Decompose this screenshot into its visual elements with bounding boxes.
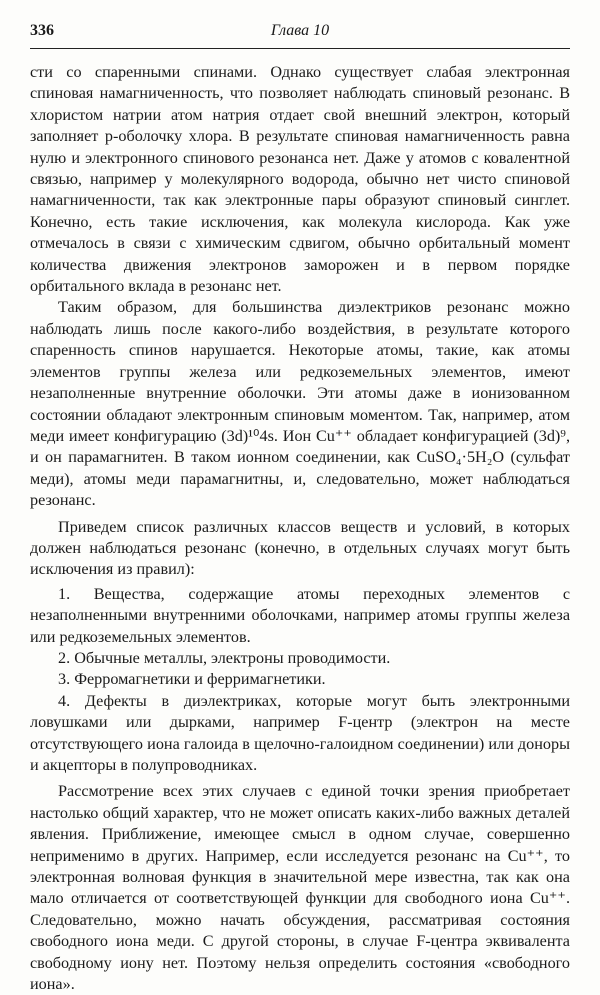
list-item: 1. Вещества, содержащие атомы переходных элементов с незаполненными внутренними оболочками, например атомы группы железа или редкоземельных элементов. [30, 584, 570, 646]
paragraph: сти со спаренными спинами. Однако существует слабая электронная спиновая намагниченность, что позволяет наблюдать спиновый резонанс. В хлористом натрии атом натрия отдает свой внешний электрон, который заполняет p-оболочку хлора. В результате спиновая намагниченность равна нулю и электронного спинового резонанса нет. Даже у атомов с ковалентной связью, например у молекулярного водорода, обычно нет чисто спиновой намагниченности, так как электронные пары образуют спиновый синглет. Конечно, есть такие исключения, как молекула кислорода. Как уже отмечалось в связи с химическим сдвигом, обычно орбитальный момент количества движения электронов заморожен и в первом порядке орбитального вклада в резонанс нет. [30, 63, 570, 296]
paragraph: Таким образом, для большинства диэлектриков резонанс можно наблюдать лишь после какого-либо воздействия, в результате которого спаренность спинов нарушается. Некоторые атомы, такие, как атомы элементов группы железа или редкоземельных элементов, имеют незаполненные внутренние оболочки. Эти атомы даже в ионизованном состоянии обладают электронным спиновым моментом. Так, например, атом меди имеет конфигурацию (3d)¹⁰4s. Ион Cu⁺⁺ обладает конфигурацией (3d)⁹, и он парамагнитен. В таком ионном соединении, как CuSO₄·5H₂O (сульфат меди), атомы меди парамагнитны, и, следовательно, может наблюдаться резонанс. [30, 298, 570, 510]
paragraph: Приведем список различных классов веществ и условий, в которых должен наблюдаться резонанс (конечно, в отдельных случаях могут быть исключения из правил): [30, 517, 570, 579]
page-number: 336 [30, 22, 54, 39]
list-item: 4. Дефекты в диэлектриках, которые могут быть электронными ловушками или дырками, например F-центр (электрон на месте отсутствующего иона галоида в щелочно-галоидном соединении) или доноры и акцепторы в полупроводниках. [30, 691, 570, 774]
page-body [30, 62, 570, 995]
substance-classes-list [30, 584, 570, 777]
paragraph: Рассмотрение всех этих случаев с единой точки зрения приобретает настолько общий характер, что не может описать каких-либо важных деталей явления. Приближение, имеющее смысл в одном случае, совершенно неприменимо в других. Например, если исследуется резонанс на Cu⁺⁺, то электронная волновая функция в значительной мере известна, так как она мало отличается от соответствующей функции для свободного иона Cu⁺⁺. Следовательно, можно начать обсуждения, рассматривая состояния свободного иона меди. С другой стороны, в случае F-центра эквивалента свободному иону нет. Поэтому нельзя определить состояния «свободного иона». [30, 782, 570, 994]
page-header [30, 20, 570, 49]
list-item: 2. Обычные металлы, электроны проводимости. [58, 648, 391, 667]
running-head: Глава 10 [270, 22, 330, 39]
list-item: 3. Ферромагнетики и ферримагнетики. [58, 670, 326, 689]
